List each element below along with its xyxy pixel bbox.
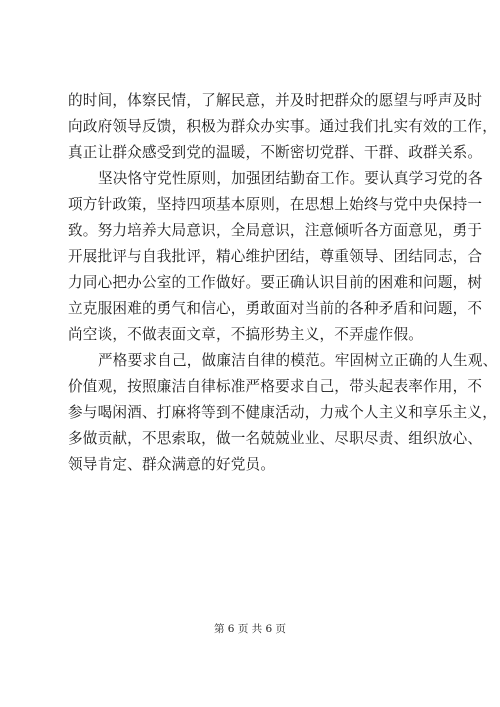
text-line: 价值观，按照廉洁自律标准严格要求自己，带头起表率作用，不 bbox=[68, 378, 483, 395]
paragraph-3 bbox=[68, 348, 498, 478]
text-line: 坚决恪守党性原则，加强团结勤奋工作。要认真学习党的各 bbox=[98, 170, 483, 187]
text-line: 领导肯定、群众满意的好党员。 bbox=[68, 456, 276, 473]
paragraph-2 bbox=[68, 166, 483, 348]
text-line: 开展批评与自我批评，精心维护团结，尊重领导、团结同志，合 bbox=[68, 248, 483, 265]
text-line: 向政府领导反馈，积极为群众办实事。通过我们扎实有效的工作， bbox=[68, 118, 498, 135]
text-line: 参与喝闲酒、打麻将等到不健康活动，力戒个人主义和享乐主义， bbox=[68, 404, 498, 421]
text-line: 严格要求自己，做廉洁自律的模范。牢固树立正确的人生观、 bbox=[98, 352, 498, 369]
text-line: 的时间，体察民情，了解民意，并及时把群众的愿望与呼声及时 bbox=[68, 92, 483, 109]
page-number-footer: 第 6 页 共 6 页 bbox=[213, 623, 287, 635]
document-body bbox=[68, 88, 498, 478]
text-line: 多做贡献，不思索取，做一名兢兢业业、尽职尽责、组织放心、 bbox=[68, 430, 483, 447]
text-line: 项方针政策，坚持四项基本原则，在思想上始终与党中央保持一 bbox=[68, 196, 483, 213]
text-line: 尚空谈，不做表面文章，不搞形势主义，不弄虚作假。 bbox=[68, 326, 424, 343]
text-line: 立克服困难的勇气和信心，勇敢面对当前的各种矛盾和问题，不 bbox=[68, 300, 483, 317]
text-line: 致。努力培养大局意识，全局意识，注意倾听各方面意见，勇于 bbox=[68, 222, 483, 239]
text-line: 真正让群众感受到党的温暖，不断密切党群、干群、政群关系。 bbox=[68, 144, 483, 161]
paragraph-1 bbox=[68, 88, 498, 166]
text-line: 力同心把办公室的工作做好。要正确认识目前的困难和问题，树 bbox=[68, 274, 483, 291]
